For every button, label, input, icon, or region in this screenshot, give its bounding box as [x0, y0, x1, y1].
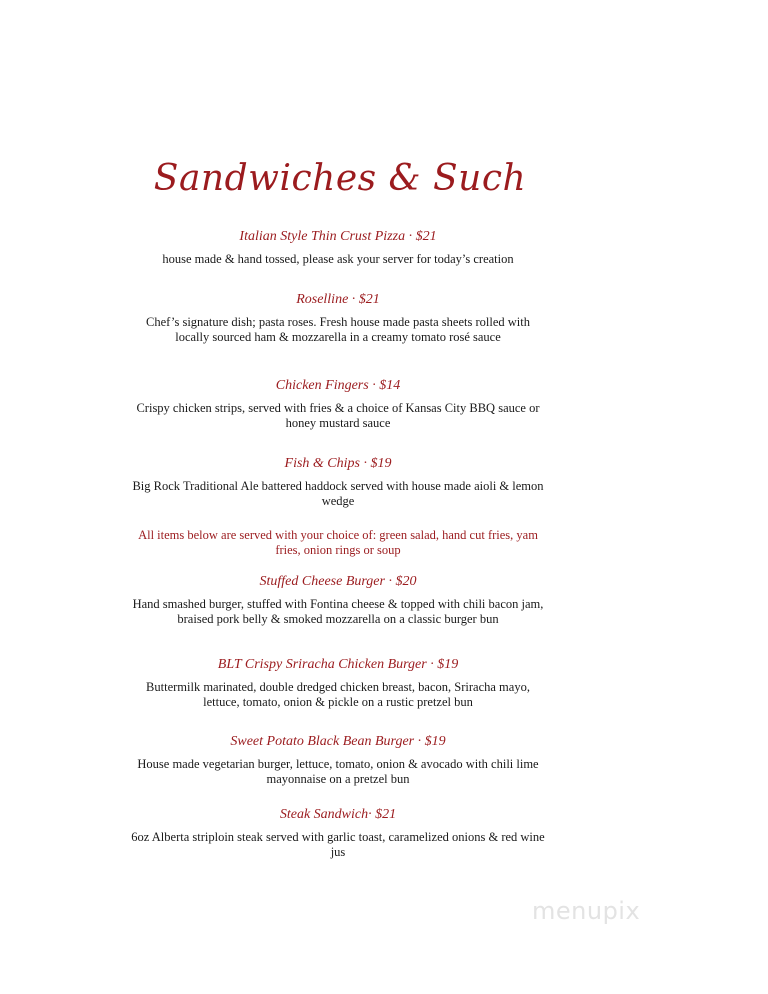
- menu-item-description: house made & hand tossed, please ask your server for today’s creation: [162, 252, 514, 266]
- menu-item: [130, 228, 546, 267]
- menu-item-description: Crispy chicken strips, served with fries & a choice of Kansas City BBQ sauce or honey mustard sauce: [136, 401, 540, 430]
- menu-item-name: Roselline · $21: [296, 292, 380, 307]
- menu-item: [130, 573, 546, 626]
- menupix-watermark: menupix: [532, 897, 641, 925]
- menu-item-name: BLT Crispy Sriracha Chicken Burger · $19: [217, 657, 459, 672]
- menu-item-description: Big Rock Traditional Ale battered haddock served with house made aioli & lemon wedge: [132, 479, 544, 508]
- menu-item-name: Fish & Chips · $19: [284, 456, 392, 471]
- menu-item: [130, 656, 546, 709]
- menu-item-description: Chef’s signature dish; pasta roses. Fresh house made pasta sheets rolled with locally sourced ham & mozzarella in a creamy tomato rosé sauce: [146, 315, 530, 344]
- menu-item-name: Steak Sandwich· $21: [279, 807, 397, 822]
- menu-title: Sandwiches & Such: [153, 158, 527, 199]
- menu-item-name: Sweet Potato Black Bean Burger · $19: [230, 734, 446, 749]
- menu-item: [130, 291, 546, 344]
- menu-item-description: Buttermilk marinated, double dredged chicken breast, bacon, Sriracha mayo, lettuce, tomato, onion & pickle on a rustic pretzel bun: [146, 680, 530, 709]
- menu-item: [130, 806, 546, 859]
- menu-item-description: 6oz Alberta striploin steak served with garlic toast, caramelized onions & red wine jus: [131, 830, 545, 859]
- menu-item-name: Stuffed Cheese Burger · $20: [259, 574, 417, 589]
- menu-item: [130, 455, 546, 508]
- menu-item-description: House made vegetarian burger, lettuce, tomato, onion & avocado with chili lime mayonnaise on a pretzel bun: [137, 757, 539, 786]
- menu-item: [130, 377, 546, 430]
- menu-item-name: Chicken Fingers · $14: [275, 378, 401, 393]
- menu-item-name: Italian Style Thin Crust Pizza · $21: [239, 229, 437, 244]
- sides-note: All items below are served with your choice of: green salad, hand cut fries, yam fries, onion rings or soup: [138, 528, 538, 557]
- menu-item-description: Hand smashed burger, stuffed with Fontina cheese & topped with chili bacon jam, braised pork belly & smoked mozzarella on a classic burger bun: [132, 597, 544, 626]
- menu-item: [130, 733, 546, 786]
